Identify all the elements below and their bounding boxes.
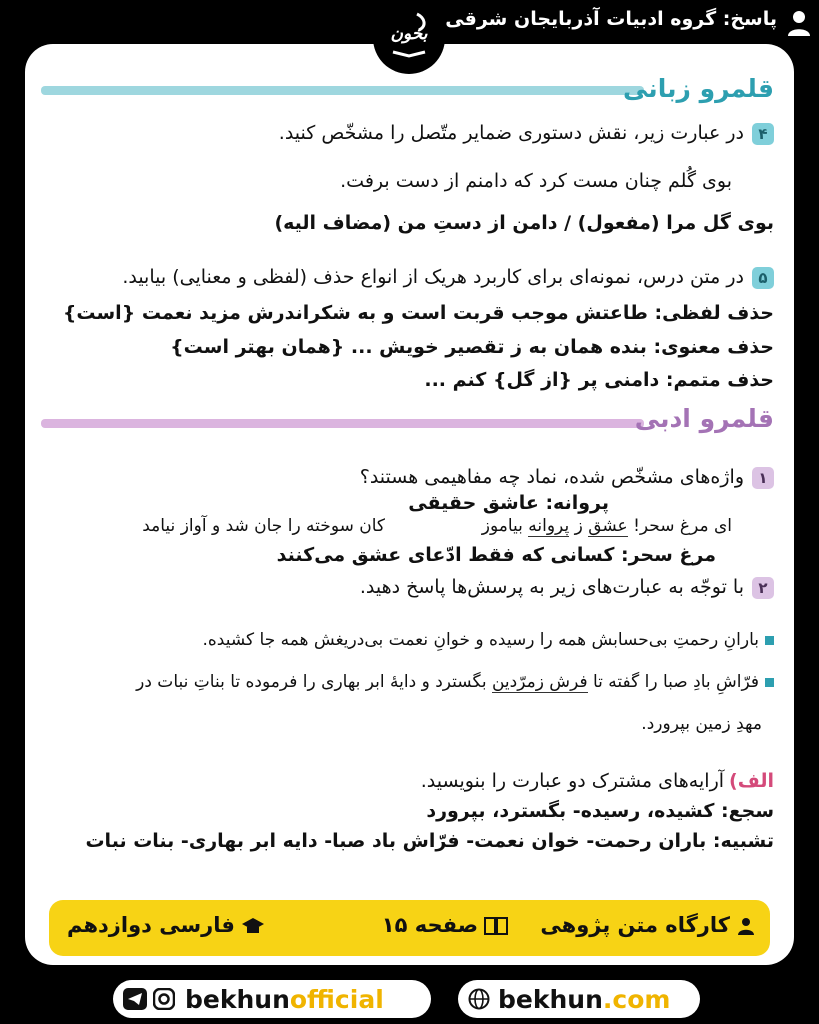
teacher-icon [736,916,756,936]
open-book-icon [484,916,508,936]
literary-question-1-text: واژه‌های مشخّص شده، نماد چه مفاهیمی هستند؟ [359,466,744,488]
question-4-text: در عبارت زیر، نقش دستوری ضمایر متّصل را مشخّص کنید. [278,122,744,144]
site-part-b: .com [602,985,671,1014]
content-card [25,44,794,965]
bullet-2-text-b: بگسترد و دایهٔ ابر بهاری را فرموده تا بناتِ نبات در [136,672,492,692]
literary-q2-bullet-1 [35,630,774,650]
book-label [67,913,265,937]
verse-underlined-butterfly: پروانه [528,516,570,536]
part-alef-question: آرایه‌های مشترک دو عبارت را بنویسید. [420,770,725,792]
user-icon [787,9,811,37]
bullet-2-underlined: فرش زمرّدین [491,672,588,692]
social-handle[interactable] [185,985,384,1014]
question-4-sentence: بوی گُلم چنان مست کرد که دامنم از دست برفت. [340,170,732,192]
answer-tashbih: تشبیه: باران رحمت- خوان نعمت- فرّاش باد صبا- دایه ابر بهاری- بنات نبات [85,830,774,852]
book-text: فارسی دوازدهم [67,913,235,937]
page-text: صفحه ۱۵ [381,913,478,937]
question-4-answer: بوی گل مرا (مفعول) / دامن از دستِ من (مضاف الیه) [274,212,774,234]
website-link[interactable] [498,985,670,1014]
workshop-text: کارگاه متن پژوهی [540,913,730,937]
literary-section-bar [41,419,644,428]
answer-saj: سجع: کشیده، رسیده- بگسترد، بپرورد [426,800,774,822]
globe-icon [468,988,490,1010]
literary-question-1 [35,466,774,489]
site-part-a: bekhun [498,985,603,1014]
literary-q2-part-alef [35,770,774,792]
social-handle-pill[interactable] [113,980,431,1018]
workshop-label [540,913,756,937]
literary-q1-answer-1: پروانه: عاشق حقیقی [408,492,609,514]
handle-part-b: official [289,985,384,1014]
language-section-title: قلمرو زبانی [623,74,774,103]
literary-question-2 [35,576,774,599]
question-5-answer-1: حذف لفظی: طاعتش موجب قربت است و به شکراندرش مزید نعمت {است} [62,302,774,324]
page-label [382,913,508,937]
logo-text: بخون [390,24,428,44]
question-5-text: در متن درس، نمونه‌ای برای کاربرد هریک از انواع حذف (لفظی و معنایی) بیابید. [122,266,744,288]
bullet-square-icon [765,678,774,687]
graduation-cap-icon [241,916,265,936]
instagram-icon[interactable] [153,988,175,1010]
website-pill[interactable] [458,980,700,1018]
telegram-icon[interactable] [123,988,147,1010]
bekhun-logo [373,2,445,74]
question-5-answer-2: حذف معنوی: بنده همان به ز تقصیر خویش ... {همان بهتر است} [170,336,774,358]
answer-credit: پاسخ: گروه ادبیات آذربایجان شرقی [445,8,777,30]
verse-second-hemistich: کان سوخته را جان شد و آواز نیامد [142,516,385,536]
lesson-footer [49,900,770,956]
question-5 [35,266,774,289]
literary-question-2-text: با توجّه به عبارت‌های زیر به پرسش‌ها پاسخ دهید. [359,576,744,598]
language-section-bar [41,86,644,95]
bullet-2-text-a: فرّاشِ بادِ صبا را گفته تا [587,672,759,692]
handle-part-a: bekhun [185,985,290,1014]
literary-q2-bullet-2-continued: مهدِ زمین بپرورد. [641,714,762,734]
bullet-1-text: بارانِ رحمتِ بی‌حسابش همه را رسیده و خوانِ نعمت بی‌دریغش همه جا کشیده. [202,630,759,650]
question-5-number: ۵ [752,267,774,289]
verse-first-hemistich [392,516,732,536]
literary-question-1-number: ۱ [752,467,774,489]
verse-part-a: ای مرغ سحر! [627,516,732,536]
literary-q1-answer-2: مرغ سحر: کسانی که فقط ادّعای عشق می‌کنند [276,544,716,566]
question-4 [35,122,774,145]
literary-question-2-number: ۲ [752,577,774,599]
literary-section-title: قلمرو ادبی [634,404,774,433]
verse-part-b: ز [569,516,589,536]
verse-part-c: بیاموز [481,516,529,536]
bottom-bar [0,972,819,1024]
question-4-number: ۴ [752,123,774,145]
literary-q2-bullet-2 [35,672,774,692]
part-alef-label: الف) [729,770,774,792]
question-5-answer-3: حذف متمم: دامنی پر {از گل} کنم ... [424,369,774,391]
verse-underlined-love: عشق [588,516,628,536]
bullet-square-icon [765,636,774,645]
